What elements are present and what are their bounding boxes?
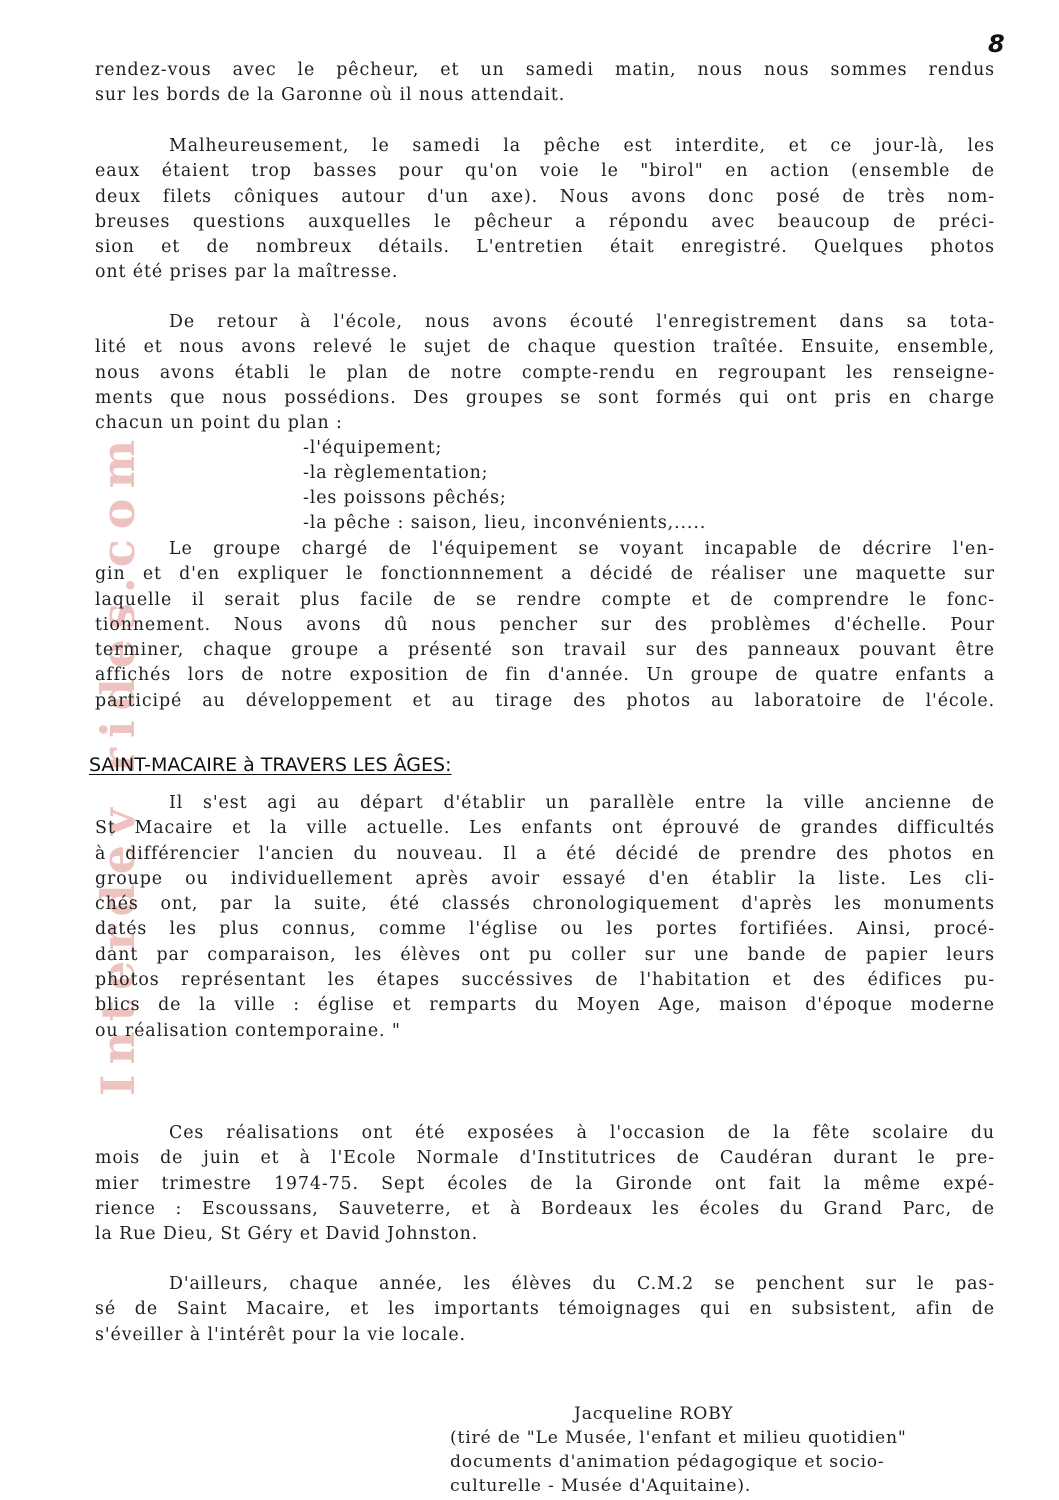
page-number: 8 <box>988 30 1005 58</box>
paragraph-saint-macaire <box>95 791 995 1044</box>
paragraph-back-at-school <box>95 310 995 536</box>
paragraph-exhibitions <box>95 1121 995 1247</box>
text-line: Le groupe chargé de l'équipement se voyant incapable de décrire l'en- <box>169 539 995 559</box>
text-line: sur les bords de la Garonne où il nous attendait. <box>95 85 566 106</box>
list-item: -la règlementation; <box>303 463 489 484</box>
text-line: mois de juin et à l'Ecole Normale d'Institutrices de Caudéran durant le pre- <box>95 1148 995 1169</box>
text-line: blics de la ville : église et remparts du Moyen Age, maison d'époque moderne <box>95 995 995 1016</box>
text-line: chés ont, par la suite, été classés chronologiquement d'après les monuments <box>95 894 995 915</box>
text-line: St Macaire et la ville actuelle. Les enfants ont éprouvé de grandes difficultés <box>95 818 995 839</box>
section-heading: SAINT-MACAIRE à TRAVERS LES ÂGES: <box>89 754 452 776</box>
text-line: participé au développement et au tirage des photos au laboratoire de l'école. <box>95 690 995 711</box>
text-line: mier trimestre 1974-75. Sept écoles de la Gironde ont fait la même expé- <box>95 1173 995 1194</box>
text-line: ont été prises par la maîtresse. <box>95 262 399 283</box>
source-line: (tiré de "Le Musée, l'enfant et milieu quotidien" <box>450 1428 907 1448</box>
text-line: affichés lors de notre exposition de fin d'année. Un groupe de quatre enfants a <box>95 665 995 686</box>
text-line: Malheureusement, le samedi la pêche est interdite, et ce jour-là, les <box>169 136 995 156</box>
text-line: sé de Saint Macaire, et les importants témoignages qui en subsistent, afin de <box>95 1299 995 1320</box>
text-line: D'ailleurs, chaque année, les élèves du C.M.2 se penchent sur le pas- <box>169 1274 995 1294</box>
text-line: dant par comparaison, les élèves ont pu coller sur une bande de papier leurs <box>95 944 995 965</box>
paragraph-every-year <box>95 1272 995 1348</box>
text-line: nous avons établi le plan de notre compte-rendu en regroupant les renseigne- <box>95 362 995 383</box>
text-line: datés les plus connus, comme l'église ou les portes fortifiées. Ainsi, procé- <box>95 919 995 940</box>
list-item: -l'équipement; <box>303 438 443 459</box>
text-line: ou réalisation contemporaine. " <box>95 1020 401 1041</box>
text-line: Ces réalisations ont été exposées à l'occasion de la fête scolaire du <box>169 1123 995 1143</box>
text-line: deux filets côniques autour d'un axe). Nous avons donc posé de très nom- <box>95 186 995 207</box>
text-line: rience : Escoussans, Sauveterre, et à Bordeaux les écoles du Grand Parc, de <box>95 1198 995 1219</box>
text-line: s'éveiller à l'intérêt pour la vie locale. <box>95 1324 466 1345</box>
text-line: la Rue Dieu, St Géry et David Johnston. <box>95 1224 479 1245</box>
text-line: chacun un point du plan : <box>95 413 343 434</box>
text-line: eaux étaient trop basses pour qu'on voie le "birol" en action (ensemble de <box>95 161 995 182</box>
paragraph-intro <box>95 58 995 109</box>
watermark-text: Interdev rides.com <box>91 429 145 1096</box>
text-line: groupe ou individuellement après avoir essayé d'en établir la liste. Les cli- <box>95 868 995 889</box>
text-line: breuses questions auxquelles le pêcheur a répondu avec beaucoup de préci- <box>95 211 995 232</box>
paragraph-equipment-group <box>95 537 995 714</box>
text-line: Il s'est agi au départ d'établir un parallèle entre la ville ancienne de <box>169 793 995 813</box>
text-line: ments que nous possédions. Des groupes se sont formés qui ont pris en charge <box>95 387 995 408</box>
text-line: à différencier l'ancien du nouveau. Il a été décidé de prendre des photos en <box>95 843 995 864</box>
list-item: -la pêche : saison, lieu, inconvénients,..... <box>303 513 707 534</box>
author-name: Jacqueline ROBY <box>574 1404 734 1424</box>
text-line: lité et nous avons relevé le sujet de chaque question traîtée. Ensuite, ensemble, <box>95 337 995 358</box>
text-line: gin et d'en expliquer le fonctionnnement a décidé de réaliser une maquette sur <box>95 564 995 585</box>
plan-list <box>95 436 995 536</box>
text-line: rendez-vous avec le pêcheur, et un samedi matin, nous nous sommes rendus <box>95 60 995 80</box>
text-line: photos représentant les étapes succéssives de l'habitation et des édifices pu- <box>95 970 995 991</box>
signature-block <box>450 1402 1010 1498</box>
text-line: De retour à l'école, nous avons écouté l'enregistrement dans sa tota- <box>169 312 995 332</box>
text-line: tionnement. Nous avons dû nous pencher sur des problèmes d'échelle. Pour <box>95 614 995 635</box>
paragraph-fishing-day <box>95 134 995 286</box>
text-line: terminer, chaque groupe a présenté son travail sur des panneaux pouvant être <box>95 640 995 661</box>
text-line: sion et de nombreux détails. L'entretien était enregistré. Quelques photos <box>95 237 995 258</box>
text-line: laquelle il serait plus facile de se rendre compte et de comprendre le fonc- <box>95 589 995 610</box>
source-line: documents d'animation pédagogique et socio- <box>450 1452 885 1472</box>
list-item: -les poissons pêchés; <box>303 488 507 509</box>
source-line: culturelle - Musée d'Aquitaine). <box>450 1476 752 1496</box>
